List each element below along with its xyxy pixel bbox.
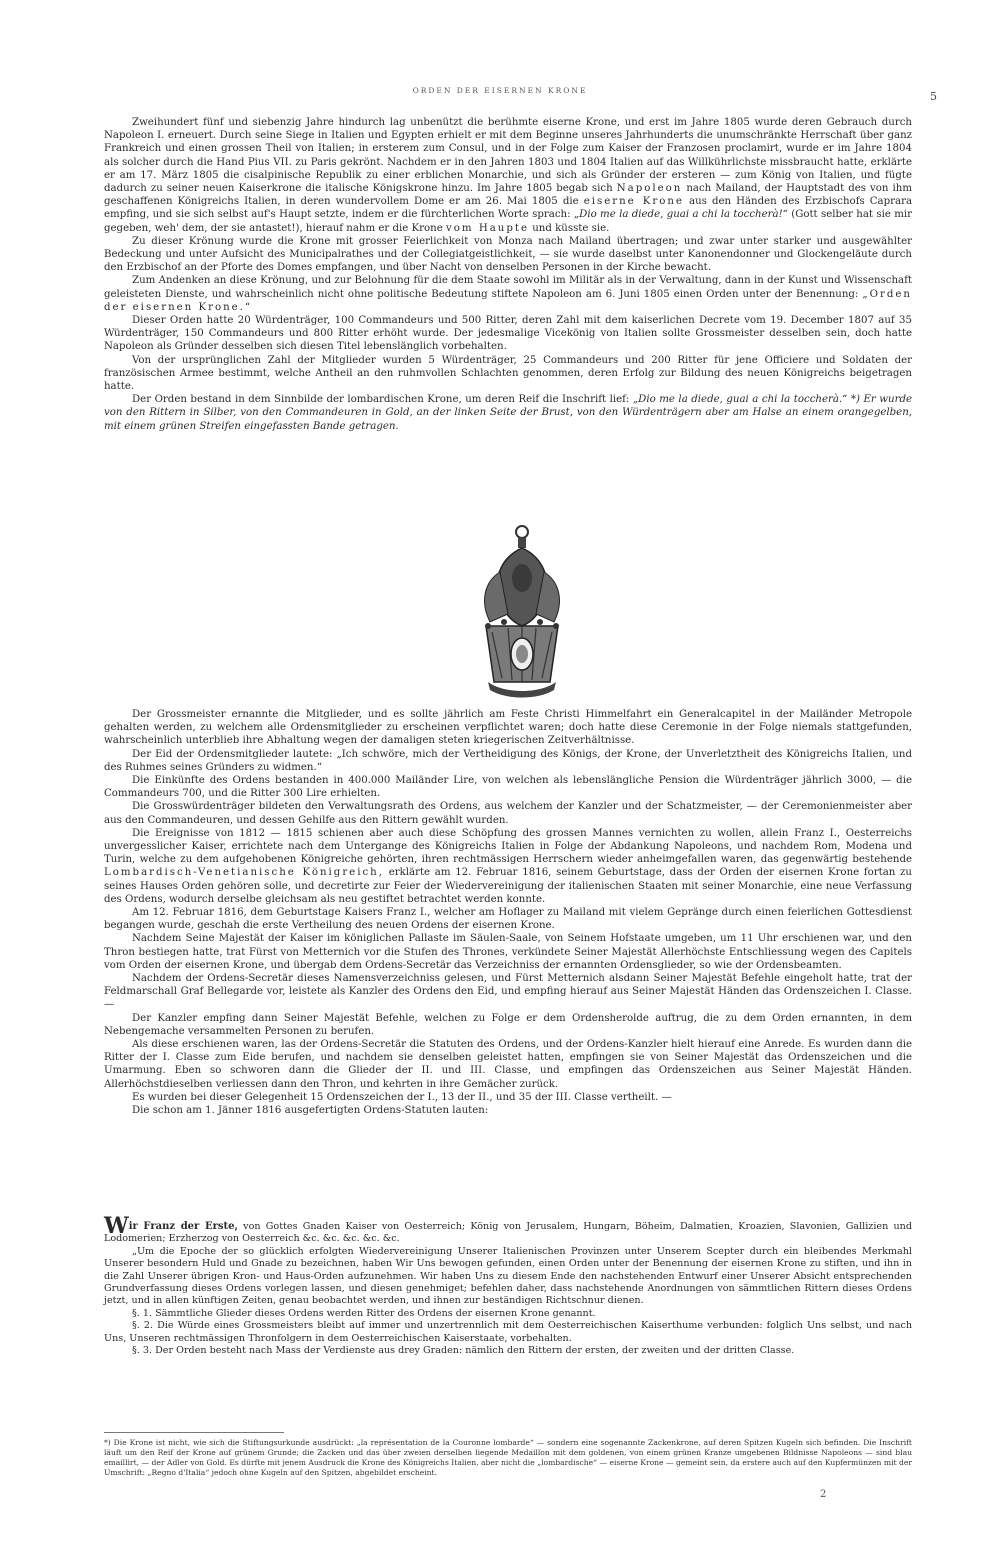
paragraph: Zu dieser Krönung wurde die Krone mit grosser Feierlichkeit von Monza nach Mailand übertragen; und zwar unter starker und ausgewählter Bedeckung und unter Aufsicht des Municipalrathes und der Collegiatgeistlichkeit, — sie wurde daselbst unter Kanonendonner und Glockengeläute durch den Erzbischof an der Pforte des Domes empfangen, und über Nacht von denselben Personen in der Kirche bewacht. — [104, 235, 912, 274]
footnote: *) Die Krone ist nicht, wie sich die Stiftungsurkunde ausdrückt: „la représentation de la Couronne lombarde“ — sondern eine sogenannte Zackenkrone, auf deren Spitzen Kugeln sich befinden. Die Inschrift läuft um den Reif der Krone auf grünem Grunde; die Zacken und das über zweien derselben liegende Medaillon mit dem goldenen, von einem grünen Kranze umgebenen Bildnisse Napoleons — sind blau emaillirt, — der Adler von Gold. Es dürfte mit jenem Ausdruck die Krone des Königreichs Italien, aber nicht die „lombardische“ — eiserne Krone — gemeint sein, da erstere auch auf den Kupfermünzen mit der Umschrift: „Regno d'Italia“ jedoch ohne Kugeln auf den Spitzen, abgebildet erscheint. — [104, 1438, 912, 1477]
paragraph: Der Grossmeister ernannte die Mitglieder, und es sollte jährlich am Feste Christi Himmelfahrt ein Generalcapitel in der Mailänder Metropole gehalten werden, zu welchem alle Ordensmitglieder zu erscheinen verpflichtet waren; doch hatte diese Ceremonie in der Folge niemals stattgefunden, wahrscheinlich unterblieb ihre Abhaltung wegen der damaligen steten kriegerischen Zeitverhältnisse. — [104, 709, 912, 747]
running-head: ORDEN DER EISERNEN KRONE — [412, 86, 588, 95]
paragraph: Die Einkünfte des Ordens bestanden in 400.000 Mailänder Lire, von welchen als lebenslängliche Pension die Würdenträger jährlich 3000, — die Commandeurs 700, und die Ritter 300 Lire erhielten. — [104, 775, 912, 800]
paragraph: Der Orden bestand in dem Sinnbilde der lombardischen Krone, um deren Reif die Inschrift lief: „Dio me la diede, guai a chi la toccherà.“ *) Er wurde von den Rittern in Silber, von den Commandeuren in Gold, an der linken Seite der Brust, von den Würdenträgern aber am Halse an einem orangegelben, mit einem grünen Streifen eingefassten Bande getragen. — [104, 394, 913, 432]
paragraph: Nachdem der Ordens-Secretär dieses Namensverzeichniss gelesen, und Fürst Metternich alsdann Seiner Majestät Befehle eingeholt hatte, trat der Feldmarschall Graf Bellegarde vor, leistete als Kanzler des Ordens den Eid, und empfing hierauf aus Seiner Majestät Händen das Ordenszeichen I. Classe. — — [104, 973, 912, 1011]
footnote-divider — [104, 1432, 284, 1433]
paragraph: Am 12. Februar 1816, dem Geburtstage Kaisers Franz I., welcher am Hoflager zu Mailand mit vielem Gepränge durch einen feierlichen Gottesdienst begangen wurde, geschah die erste Vertheilung des neuen Ordens der eisernen Krone. — [104, 907, 912, 932]
paragraph: Zweihundert fünf und siebenzig Jahre hindurch lag unbenützt die berühmte eiserne Krone, und erst im Jahre 1805 wurde deren Gebrauch durch Napoleon I. erneuert. Durch seine Siege in Italien und Egypten erhielt er mit dem Beginne unseres Jahrhunderts die unumschränkte Herrschaft über ganz Frankreich und einen grossen Theil von Italien; in ersterem zum Consul, und in der Folge zum Kaiser der Franzosen proclamirt, wurde er im Jahre 1804 als solcher durch die Hand Pius VII. zu Paris gekrönt. Nachdem er in den Jahren 1803 und 1804 Italien auf das Willkührlichste missbraucht hatte, erklärte er am 17. März 1805 die cisalpinische Republik zu einer erblichen Monarchie, und sich als Gründer der ersteren — zum König von Italien, und fügte dadurch zu seiner neuen Kaiserkrone die italische Königskrone hinzu. Im Jahre 1805 begab sich Napoleon nach Mailand, der Hauptstadt des von ihm geschaffenen Königreichs Italien, in deren wundervollem Dome er am 26. Mai 1805 die eiserne Krone aus den Händen des Erzbischofs Caprara empfing, und sie sich selbst auf's Haupt setzte, indem er die fürchterlichen Worte sprach: „Dio me la diede, guai a chi la toccherà!“ (Gott selber hat sie mir gegeben, weh' dem, der sie antastet!), hierauf nahm er die Krone vom Haupte und küsste sie. — [104, 117, 913, 234]
paragraph: Nachdem Seine Majestät der Kaiser im königlichen Pallaste im Säulen-Saale, von Seinem Hofstaate umgeben, um 11 Uhr erschienen war, und den Thron bestiegen hatte, trat Fürst von Metternich vor die Stufen des Thrones, verkündete Seiner Majestät Allerhöchste Entschliessung wegen des Capitels vom Orden der eisernen Krone, und übergab dem Ordens-Secretär das Verzeichniss der ernannten Ordensglieder, so wie der Ordensbeamten. — [104, 933, 912, 971]
paragraph: „Um die Epoche der so glücklich erfolgten Wiedervereinigung Unserer Italienischen Provinzen unter Unserem Scepter durch ein bleibendes Merkmahl Unserer besondern Huld und Gnade zu bezeichnen, haben Wir Uns bewogen gefunden, einen Orden unter der Benennung der eisernen Krone zu stiften, und ihn in die Zahl Unserer übrigen Kron- und Haus-Orden aufzunehmen. Wir haben Uns zu diesem Ende den nachstehenden Entwurf einer Unserer Absicht entsprechenden Grundverfassung dieses Ordens vorlegen lassen, und diesen genehmiget; befehlen daher, dass nachstehende Anordnungen von sämmtlichen Rittern dieses Ordens jetzt, und in allen künftigen Zeiten, genau beobachtet werden, und ihnen zur beständigen Richtschnur dienen. — [104, 1245, 912, 1307]
paragraph: Der Kanzler empfing dann Seiner Majestät Befehle, welchen zu Folge er dem Ordensherolde auftrug, die zu dem Orden ernannten, in dem Nebengemache versammelten Personen zu berufen. — [104, 1012, 912, 1037]
sheet-mark: 2 — [820, 1489, 827, 1500]
paragraph: Als diese erschienen waren, las der Ordens-Secretär die Statuten des Ordens, und der Ordens-Kanzler hielt hierauf eine Anrede. Es wurden dann die Ritter der I. Classe zum Eide berufen, und nachdem sie denselben geleistet hatten, empfingen sie von Seiner Majestät das Ordenszeichen und die Umarmung. Eben so schworen dann die Glieder der II. und III. Classe, und empfingen das Ordenszeichen aus Seiner Majestät Händen. Allerhöchstdieselben verliessen dann den Thron, und kehrten in ihre Gemächer zurück. — [104, 1039, 912, 1090]
statutes-section — [104, 1213, 912, 1357]
decree-intro: Wir Franz der Erste, von Gottes Gnaden Kaiser von Oesterreich; König von Jerusalem, Hungarn, Böheim, Dalmatien, Kroazien, Slavonien, Gallizien und Lodomerien; Erzherzog von Oesterreich &c. &c. &c. &c. &c. — [104, 1213, 912, 1245]
statute-article: §. 3. Der Orden besteht nach Mass der Verdienste aus drey Graden: nämlich den Rittern der ersten, der zweiten und der dritten Classe. — [132, 1345, 795, 1357]
history-section — [104, 708, 912, 1117]
statute-article: §. 2. Die Würde eines Grossmeisters bleibt auf immer und unzertrennlich mit dem Oesterreichischen Kaiserthume verbunden: folglich Uns selbst, und nach Uns, Unseren rechtmässigen Thronfolgern in dem Oesterreichischen Kaiserstaate, vorbehalten. — [104, 1320, 912, 1344]
paragraph: Die schon am 1. Jänner 1816 ausgefertigten Ordens-Statuten lauten: — [132, 1105, 489, 1117]
statute-article: §. 1. Sämmtliche Glieder dieses Ordens werden Ritter des Ordens der eisernen Krone genannt. — [132, 1307, 596, 1319]
intro-section — [104, 116, 912, 433]
paragraph: Der Eid der Ordensmitglieder lautete: „Ich schwöre, mich der Vertheidigung des Königs, der Krone, der Unverletztheit des Königreichs Italien, und des Ruhmes seines Gründers zu widmen.“ — [104, 748, 912, 773]
paragraph: Die Ereignisse von 1812 — 1815 schienen aber auch diese Schöpfung des grossen Mannes vernichten zu wollen, allein Franz I., Oesterreichs unvergesslicher Kaiser, errichtete nach dem Untergange des Königreichs Italien in Folge der Abdankung Napoleons, und nachdem Rom, Modena und Turin, welche zu dem aufgehobenen Königreiche gehörten, ihren rechtmässigen Herrschern wieder anheimgefallen waren, das gegenwärtig bestehende Lombardisch-Venetianische Königreich, erklärte am 12. Februar 1816, seinem Geburtstage, dass der Orden der eisernen Krone fortan zu seines Hauses Orden gehören solle, und decretirte zur Feier der Wiedervereinigung der italienischen Staaten mit seiner Monarchie, eine neue Verfassung des Ordens, wodurch derselbe gleichsam als neu gestiftet betrachtet werden konnte. — [104, 827, 912, 905]
paragraph: Zum Andenken an diese Krönung, und zur Belohnung für die dem Staate sowohl im Militär als in der Verwaltung, dann in der Kunst und Wissenschaft geleisteten Dienste, und wahrscheinlich nicht ohne politische Bedeutung stiftete Napoleon am 6. Juni 1805 einen Orden unter der Benennung: „Orden der eisernen Krone.“ — [104, 275, 912, 313]
paragraph: Die Grosswürdenträger bildeten den Verwaltungsrath des Ordens, aus welchem der Kanzler und der Schatzmeister, — der Ceremonienmeister aber aus den Commandeuren, und dessen Gehilfe aus den Rittern gewählt wurden. — [104, 801, 912, 826]
paragraph: Von der ursprünglichen Zahl der Mitglieder wurden 5 Würdenträger, 25 Commandeurs und 200 Ritter für jene Officiere und Soldaten der französischen Armee bestimmt, welche Antheil an den ruhmvollen Schlachten genommen, deren Erfolg zur Bildung des neuen Königreichs beigetragen hatte. — [104, 354, 912, 393]
page-number: 5 — [930, 90, 937, 103]
paragraph: Dieser Orden hatte 20 Würdenträger, 100 Commandeurs und 500 Ritter, deren Zahl mit dem kaiserlichen Decrete vom 19. December 1807 auf 35 Würdenträger, 150 Commandeurs und 800 Ritter erhöht wurde. Der jedesmalige Vicekönig von Italien sollte Grossmeister desselben sein, doch hatte Napoleon als Gründer desselben sich diesen Titel lebenslänglich vorbehalten. — [104, 315, 912, 353]
crown-emblem-illustration — [464, 522, 580, 698]
paragraph: Es wurden bei dieser Gelegenheit 15 Ordenszeichen der I., 13 der II., und 35 der III. Classe vertheilt. — — [132, 1091, 672, 1103]
